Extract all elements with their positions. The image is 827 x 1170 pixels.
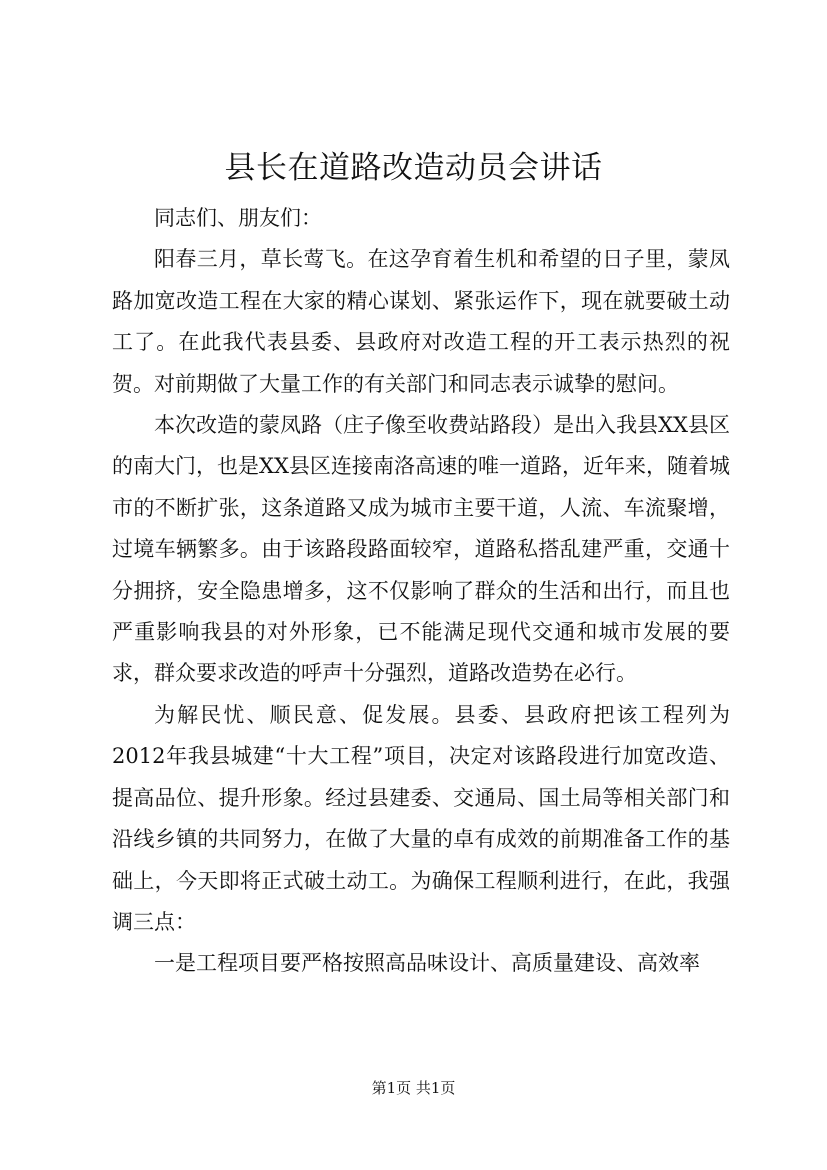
greeting: 同志们、朋友们： [154,206,322,230]
paragraph-2: 本次改造的蒙凤路（庄子像至收费站路段）是出入我县XX县区的南大门，也是XX县区连接南洛高速的唯一道路，近年来，随着城市的不断扩张，这条道路又成为城市主要干道，人流、车流聚增，过境车辆繁多。由于该路段路面较窄，道路私搭乱建严重，交通十分拥挤，安全隐患增多，这不仅影响了群众的生活和出行，而且也严重影响我县的对外形象，已不能满足现代交通和城市发展的要求，群众要求改造的呼声十分强烈，道路改造势在必行。 [112,413,730,686]
paragraph-4: 一是工程项目要严格按照高品味设计、高质量建设、高效率 [154,951,700,976]
paragraph-3: 为解民忧、顺民意、促发展。县委、县政府把该工程列为2012年我县城建“十大工程”项目，决定对该路段进行加宽改造、提高品位、提升形象。经过县建委、交通局、国土局等相关部门和沿线乡镇的共同努力，在做了大量的卓有成效的前期准备工作的基础上，今天即将正式破土动工。为确保工程顺利进行，在此，我强调三点： [112,702,730,934]
document-body [112,198,730,985]
document-title: 县长在道路改造动员会讲话 [224,150,603,186]
page-number-footer: 第1页 共1页 [371,1079,456,1097]
paragraph-1: 阳春三月，草长莺飞。在这孕育着生机和希望的日子里，蒙凤路加宽改造工程在大家的精心谋划、紧张运作下，现在就要破土动工了。在此我代表县委、县政府对改造工程的开工表示热烈的祝贺。对前期做了大量工作的有关部门和同志表示诚挚的慰问。 [112,247,730,396]
